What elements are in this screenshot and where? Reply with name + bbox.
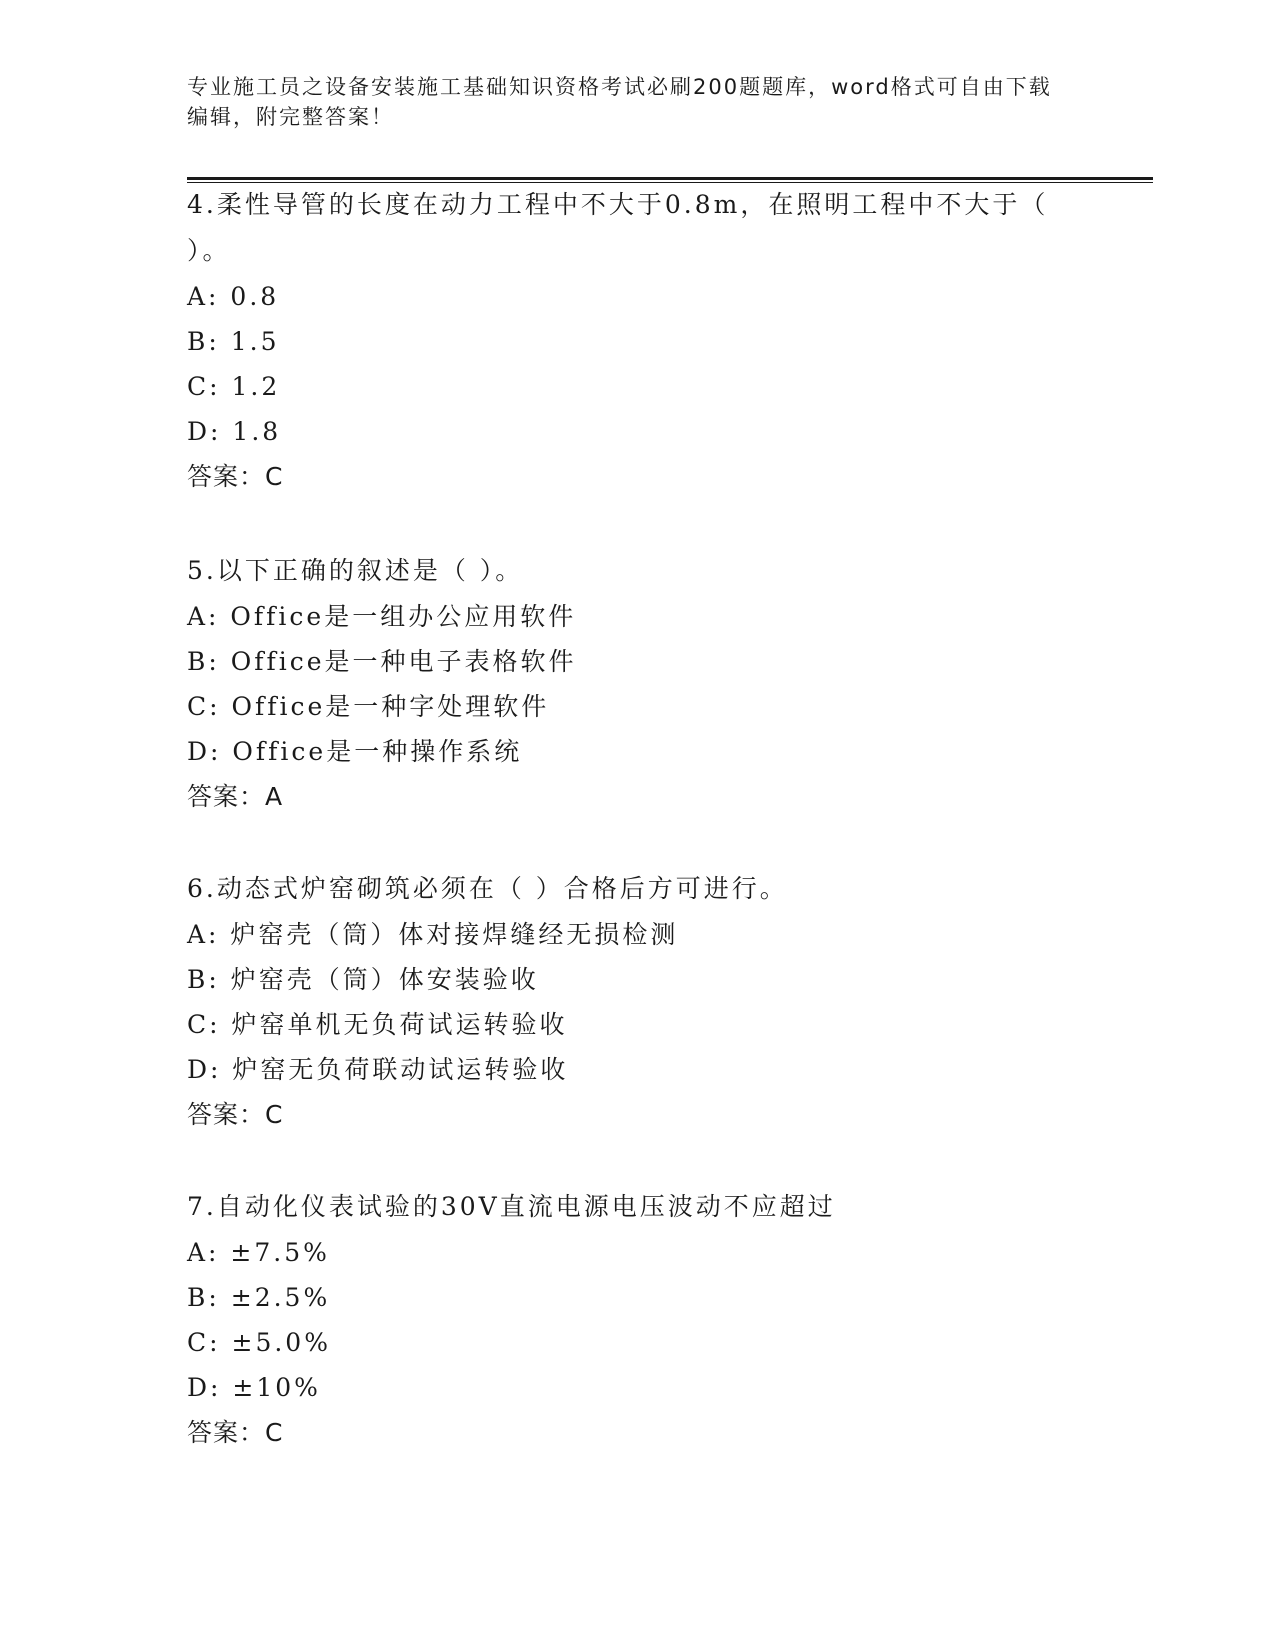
option-d: D: 1.8 [187, 417, 282, 446]
option-d: D: ±10% [187, 1373, 321, 1402]
option-c: C: 炉窑单机无负荷试运转验收 [187, 1010, 568, 1039]
option-d: D: Office是一种操作系统 [187, 737, 523, 766]
option-a: A: Office是一组办公应用软件 [187, 602, 577, 631]
option-a: A: 0.8 [187, 282, 280, 311]
answer: 答案：A [187, 782, 284, 811]
option-b: B: Office是一种电子表格软件 [187, 647, 577, 676]
option-c: C: ±5.0% [187, 1328, 331, 1357]
answer: 答案：C [187, 1100, 284, 1129]
option-c: C: 1.2 [187, 372, 281, 401]
option-b: B: ±2.5% [187, 1283, 331, 1312]
question-stem: 5.以下正确的叙述是（ ）。 [187, 556, 524, 585]
question-7 [187, 1184, 1087, 1455]
question-5 [187, 548, 1087, 819]
option-d: D: 炉窑无负荷联动试运转验收 [187, 1055, 569, 1084]
answer: 答案：C [187, 462, 284, 491]
option-b: B: 炉窑壳（筒）体安装验收 [187, 965, 539, 994]
header-divider-thick [187, 177, 1153, 180]
option-b: B: 1.5 [187, 327, 280, 356]
question-stem: 4.柔性导管的长度在动力工程中不大于0.8m，在照明工程中不大于（ ）。 [187, 190, 1049, 265]
document-header: 专业施工员之设备安装施工基础知识资格考试必刷200题题库，word格式可自由下载编辑，附完整答案！ [187, 75, 1052, 129]
answer: 答案：C [187, 1418, 284, 1447]
question-6 [187, 866, 1087, 1137]
question-stem: 6.动态式炉窑砌筑必须在（ ）合格后方可进行。 [187, 874, 788, 903]
option-a: A: 炉窑壳（筒）体对接焊缝经无损检测 [187, 920, 679, 949]
option-a: A: ±7.5% [187, 1238, 330, 1267]
option-c: C: Office是一种字处理软件 [187, 692, 550, 721]
question-stem: 7.自动化仪表试验的30V直流电源电压波动不应超过 [187, 1192, 836, 1221]
question-4 [187, 182, 1087, 499]
